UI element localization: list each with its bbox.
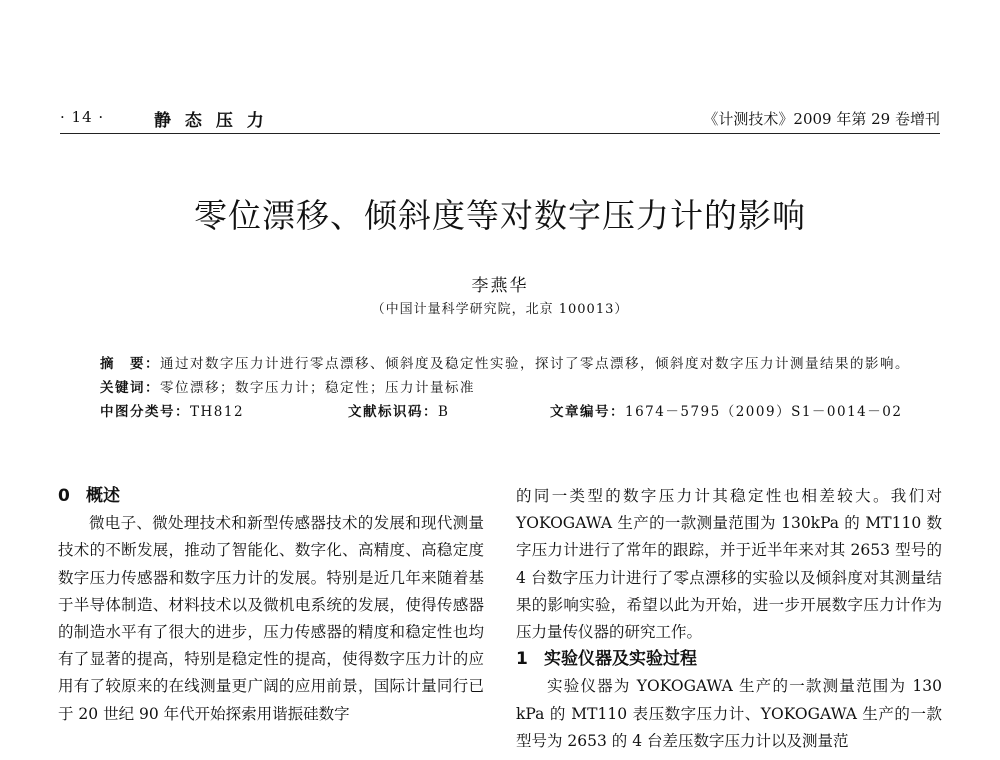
clc-label: 中图分类号： [100, 404, 190, 420]
article-no-label: 文章编号： [550, 404, 625, 420]
abstract-label: 摘 要： [100, 356, 160, 372]
doc-code-item [348, 400, 449, 424]
running-header [60, 106, 940, 132]
experiment-paragraph: 实验仪器为 YOKOGAWA 生产的一款测量范围为 130 kPa 的 MT110 表压数字压力计、YOKOGAWA 生产的一款型号为 2653 的 4 台差压数字压力计以及测量范 [516, 677, 942, 750]
abstract-block [60, 352, 940, 424]
keywords-text: 零位漂移；数字压力计；稳定性；压力计量标准 [160, 380, 475, 396]
section-0-title: 概述 [86, 486, 120, 506]
section-name: 静 态 压 力 [154, 111, 268, 131]
clc-value: TH812 [190, 404, 245, 420]
doc-code-label: 文献标识码： [348, 404, 438, 420]
intro-paragraph: 微电子、微处理技术和新型传感器技术的发展和现代测量技术的不断发展，推动了智能化、数字化、高精度、高稳定度数字压力传感器和数字压力计的发展。特别是近几年来随着基于半导体制造、材料技术以及微机电系统的发展，使得传感器的制造水平有了很大的进步，压力传感器的精度和稳定性也均有了显著的提高，特别是稳定性的提高，使得数字压力计的应用有了较原来的在线测量更广阔的应用前景，国际计量同行已于 20 世纪 90 年代开始探索用谐振硅数字 [58, 514, 484, 723]
section-1-number: 1 [516, 649, 528, 670]
paper-title: 零位漂移、倾斜度等对数字压力计的影响 [194, 196, 806, 235]
section-0-number: 0 [58, 486, 70, 506]
section-1-heading [516, 646, 942, 673]
article-no-item [550, 400, 902, 424]
author: 李燕华 [471, 276, 529, 296]
clc-item [100, 400, 244, 424]
journal-citation: 《计测技术》2009 年第 29 卷增刊 [703, 110, 940, 128]
right-column [516, 483, 942, 755]
keywords-line [60, 376, 940, 400]
page-number: · 14 · [60, 108, 105, 126]
section-0-heading [58, 483, 484, 510]
keywords-label: 关键词： [100, 380, 160, 396]
article-no-value: 1674－5795（2009）S1－0014－02 [625, 404, 903, 420]
classification-row [60, 400, 940, 424]
affiliation: （中国计量科学研究院，北京 100013） [371, 302, 629, 317]
section-1-title: 实验仪器及实验过程 [544, 649, 697, 670]
left-column [58, 483, 484, 728]
header-rule [60, 133, 940, 134]
continued-paragraph: 的同一类型的数字压力计其稳定性也相差较大。我们对 YOKOGAWA 生产的一款测量范围为 130kPa 的 MT110 数字压力计进行了常年的跟踪，并于近半年来对其 2653 型号的 4 台数字压力计进行了零点漂移的实验以及倾斜度对其测量结果的影响实验，希望以此为开始，进一步开展数字压力计作为压力量传仪器的研究工作。 [516, 487, 942, 642]
abstract-paragraph [60, 352, 940, 376]
abstract-text: 通过对数字压力计进行零点漂移、倾斜度及稳定性实验，探讨了零点漂移，倾斜度对数字压力计测量结果的影响。 [160, 356, 910, 372]
doc-code-value: B [438, 404, 450, 420]
